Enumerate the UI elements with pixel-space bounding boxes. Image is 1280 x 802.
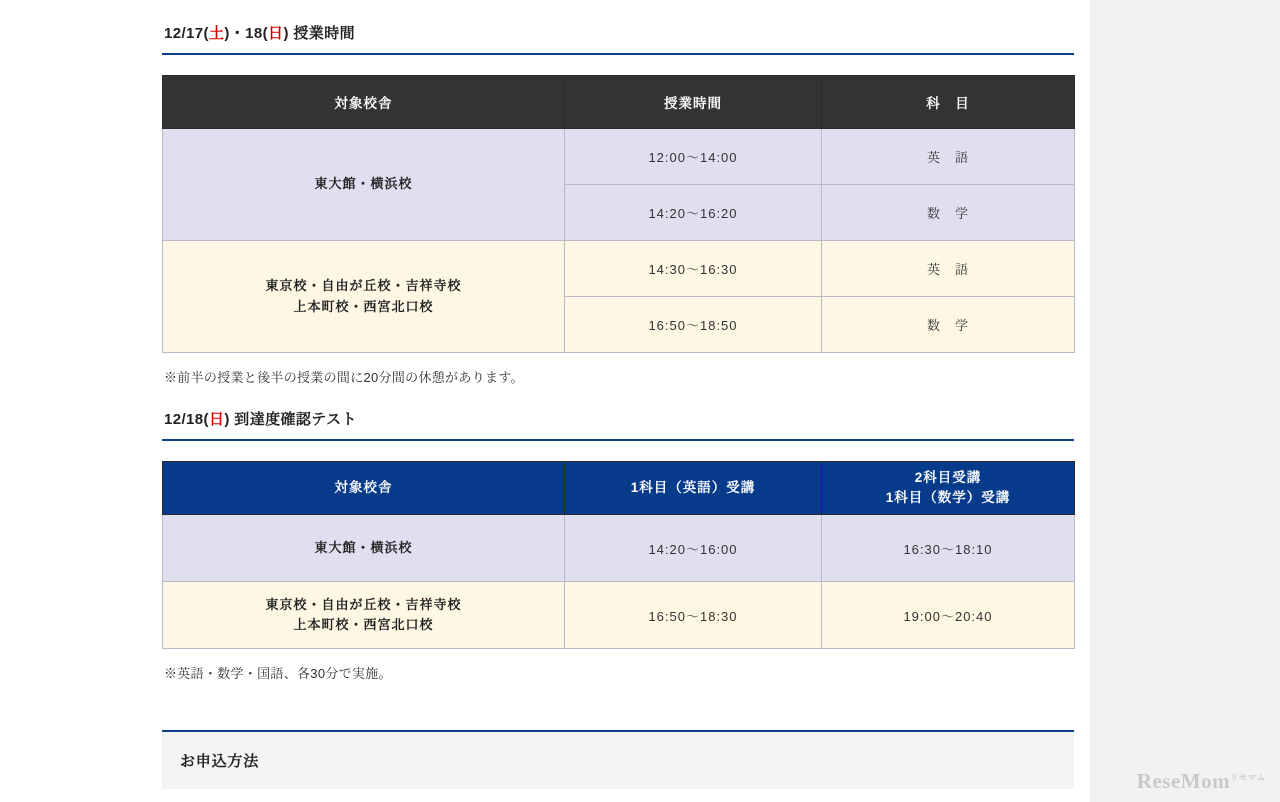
title-part-red-sun: 日: [268, 25, 284, 42]
cell-subject: 数 学: [822, 297, 1075, 353]
cell-school-line2: 上本町校・西宮北口校: [293, 298, 434, 314]
cell-time: 16:50〜18:50: [565, 297, 822, 353]
cell-subject: 英 語: [822, 129, 1075, 185]
achievement-test-table: [162, 461, 1075, 649]
document-content: [162, 0, 1074, 789]
page-right-gutter: [1090, 0, 1280, 802]
cell-time-two-subject: 16:30〜18:10: [822, 515, 1075, 582]
header-school: 対象校舎: [163, 462, 565, 515]
title-part-red-sun: 日: [208, 411, 225, 428]
table-row: [163, 582, 1075, 649]
watermark-text: ReseMom: [1136, 769, 1231, 793]
cell-school: [163, 582, 565, 649]
cell-time: 12:00〜14:00: [565, 129, 822, 185]
cell-school: [163, 241, 565, 353]
header-lesson-time: 授業時間: [565, 76, 822, 129]
title-part-red-sat: 土: [208, 25, 225, 42]
cell-time-one-subject: 16:50〜18:30: [565, 582, 822, 649]
header-two-subject-line1: 2科目受講: [914, 469, 982, 485]
title-part-post: ) 授業時間: [283, 25, 356, 42]
cell-school: 東大館・横浜校: [163, 515, 565, 582]
table-row: [163, 515, 1075, 582]
table-row: [163, 129, 1075, 185]
header-subject: 科 目: [822, 76, 1075, 129]
cell-school-line1: 東京校・自由が丘校・吉祥寺校: [265, 278, 462, 294]
header-school: 対象校舎: [163, 76, 565, 129]
table-row: [163, 241, 1075, 297]
note-lesson-break: ※前半の授業と後半の授業の間に20分間の休憩があります。: [164, 370, 524, 385]
cell-time: 14:20〜16:20: [565, 185, 822, 241]
header-two-subject-line2: 1科目（数学）受講: [885, 490, 1011, 505]
cell-time-one-subject: 14:20〜16:00: [565, 515, 822, 582]
table-header-row: [163, 76, 1075, 129]
title-part-post: ) 到達度確認テスト: [224, 411, 357, 428]
cell-school-line1: 東京校・自由が丘校・吉祥寺校: [265, 596, 462, 612]
cell-subject: 数 学: [822, 185, 1075, 241]
cell-subject: 英 語: [822, 241, 1075, 297]
apply-method-title: お申込方法: [180, 753, 260, 770]
section-title-lesson-time: [162, 0, 1074, 55]
resemom-watermark: [1137, 769, 1266, 794]
title-part-mid: )・18(: [224, 25, 269, 42]
table-header-row: [163, 462, 1075, 515]
title-part-pre: 12/17(: [164, 25, 209, 42]
header-two-subject: [822, 462, 1075, 515]
title-part-pre: 12/18(: [164, 411, 209, 428]
note-test-duration: ※英語・数学・国語、各30分で実施。: [164, 666, 392, 681]
apply-method-block: [162, 730, 1074, 789]
lesson-time-table: [162, 75, 1075, 353]
cell-school-line2: 上本町校・西宮北口校: [293, 617, 434, 632]
watermark-sup: リセマム: [1230, 773, 1266, 782]
cell-time: 14:30〜16:30: [565, 241, 822, 297]
header-one-subject: 1科目（英語）受講: [565, 462, 822, 515]
cell-time-two-subject: 19:00〜20:40: [822, 582, 1075, 649]
cell-school: 東大館・横浜校: [163, 129, 565, 241]
section-title-achievement-test: [162, 386, 1074, 441]
